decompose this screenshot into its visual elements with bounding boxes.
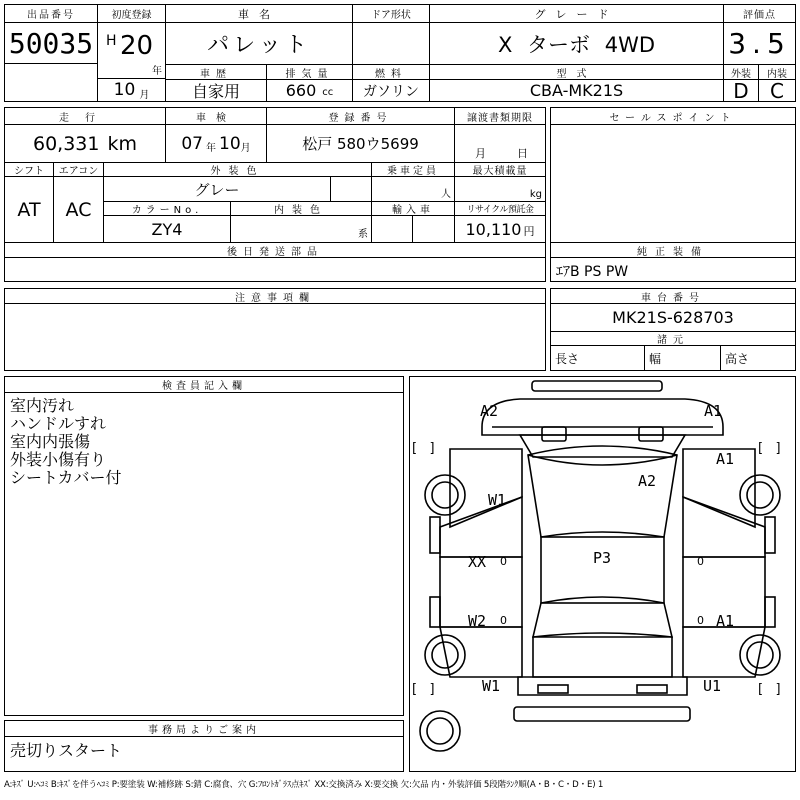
capacity-cell — [372, 177, 455, 202]
bracket-left-top: [ ] — [412, 441, 435, 456]
height-label: 高さ — [725, 351, 750, 366]
damage-label: P3 — [593, 549, 612, 567]
fuel: ガソリン — [353, 80, 430, 101]
damage-label: U1 — [703, 677, 722, 695]
inspector-label: 検査員記入欄 — [5, 377, 403, 393]
mileage-label: 走行 — [5, 108, 166, 125]
office-note: 売切りスタート — [10, 741, 123, 760]
first-reg-month-cell — [98, 79, 166, 101]
vehicle-info-block — [4, 107, 546, 243]
sales-point-label: セールスポイント — [551, 108, 795, 125]
exterior-grade: D — [724, 80, 759, 101]
interior-label: 内装 — [759, 65, 795, 80]
interior-grade: C — [770, 80, 784, 101]
equipment: ｴｱB PS PW — [556, 264, 629, 280]
mileage-unit: km — [107, 132, 137, 155]
height-cell — [721, 346, 795, 370]
insp-month-unit: 月 — [240, 143, 251, 154]
shift-label: シフト — [5, 163, 54, 177]
first-reg-label: 初度登録 — [98, 5, 166, 23]
dims-label: 諸元 — [551, 332, 795, 346]
reg-year-unit: 年 — [152, 66, 162, 77]
zero-mark: 0 — [697, 614, 704, 627]
note-line: ハンドルすれ — [10, 414, 107, 433]
fuel-label: 燃料 — [353, 65, 430, 80]
door-label: ドア形状 — [353, 5, 430, 23]
plate-label: 登録番号 — [267, 108, 455, 125]
reg-month-unit: 月 — [139, 89, 150, 101]
equipment-block — [550, 242, 796, 282]
zero-mark: 0 — [500, 555, 507, 568]
note-line: 室内汚れ — [10, 396, 75, 415]
score-label: 評価点 — [724, 5, 795, 23]
model: CBA-MK21S — [430, 80, 724, 101]
displacement: 660 — [285, 81, 317, 100]
mileage-cell — [5, 125, 166, 163]
history-label: 車歴 — [166, 65, 267, 80]
inspector-notes — [10, 397, 122, 487]
recycle-label: リサイクル預託金 — [455, 202, 545, 216]
inspection-label: 車検 — [166, 108, 267, 125]
insp-year: 07 — [181, 133, 203, 154]
note-line: シートカバー付 — [10, 468, 122, 487]
shift: AT — [5, 177, 54, 242]
grade-label: グレード — [430, 5, 724, 23]
score: 3.5 — [724, 23, 795, 65]
damage-label: A1 — [704, 402, 723, 420]
legend-text: A:ｷｽﾞ U:ﾍｺﾐ B:ｷｽﾞを伴うﾍｺﾐ P:要塗装 W:補修跡 S:錆 C:腐食、穴 G:ﾌﾛﾝﾄｶﾞﾗｽ点ｷｽﾞ XX:交換済み X:要交換 欠:欠品 内・外装評価 5段階ﾗﾝｸ順(A・B・C・D・E) 1 — [4, 780, 604, 790]
first-reg-year-cell — [98, 23, 166, 79]
damage-label: XX — [468, 553, 487, 571]
later-parts-block — [4, 242, 546, 282]
grade: X ターボ 4WD — [430, 23, 724, 65]
reg-month: 10 — [113, 80, 136, 100]
zero-mark: 0 — [697, 555, 704, 568]
office-label: 事務局よりご案内 — [5, 721, 403, 737]
displacement-unit: cc — [322, 87, 334, 98]
car-outline — [410, 377, 795, 771]
chassis-block — [550, 288, 796, 371]
lot-no-spacer — [5, 63, 98, 101]
transfer-day-unit: 日 — [517, 147, 528, 160]
ac: AC — [54, 177, 104, 242]
insp-year-unit: 年 — [206, 143, 216, 154]
door-value — [353, 23, 430, 65]
damage-label: A1 — [716, 612, 735, 630]
color-no: ZY4 — [104, 216, 231, 242]
damage-label: A2 — [638, 472, 657, 490]
ext-color: グレー — [104, 177, 331, 202]
caution-label: 注意事項欄 — [5, 289, 545, 304]
chassis-no: MK21S-628703 — [551, 304, 795, 332]
inspector-block — [4, 376, 404, 716]
recycle-unit: 円 — [523, 225, 535, 238]
import-a — [372, 216, 413, 242]
ext-color-label: 外装色 — [104, 163, 372, 177]
model-label: 型式 — [430, 65, 724, 80]
insp-month: 10 — [219, 133, 241, 154]
max-load-cell — [455, 177, 545, 202]
mileage: 60,331 — [33, 132, 100, 155]
note-line: 外装小傷有り — [10, 450, 107, 469]
zero-mark: 0 — [500, 614, 507, 627]
transfer-cell — [455, 125, 545, 163]
chassis-label: 車台番号 — [551, 289, 795, 304]
ac-label: エアコン — [54, 163, 104, 177]
import-label: 輸入車 — [372, 202, 455, 216]
exterior-label: 外装 — [724, 65, 759, 80]
office-block — [4, 720, 404, 772]
damage-label: W1 — [488, 491, 507, 509]
car-diagram — [409, 376, 796, 772]
width-cell — [645, 346, 721, 370]
bracket-right-top: [ ] — [758, 441, 781, 456]
caution-block — [4, 288, 546, 371]
capacity-unit: 人 — [441, 189, 451, 200]
int-color-unit: 系 — [358, 229, 368, 240]
damage-label: A1 — [716, 450, 735, 468]
capacity-label: 乗車定員 — [372, 163, 455, 177]
sales-point-block — [550, 107, 796, 243]
max-load-unit: kg — [529, 189, 542, 200]
color-no-label: カラーNo. — [104, 202, 231, 216]
history: 自家用 — [166, 80, 267, 101]
length-label: 長さ — [555, 351, 580, 366]
reg-year: 20 — [120, 31, 154, 61]
displacement-cell — [267, 80, 353, 101]
max-load-label: 最大積載量 — [455, 163, 545, 177]
lot-no-label: 出品番号 — [5, 5, 98, 23]
displacement-label: 排気量 — [267, 65, 353, 80]
car-name: パレット — [166, 23, 353, 65]
era: H — [106, 33, 117, 49]
damage-label: A2 — [480, 402, 499, 420]
width-label: 幅 — [649, 351, 662, 366]
damage-label: W2 — [468, 612, 487, 630]
lot-no: 50035 — [5, 23, 98, 63]
note-line: 室内内張傷 — [10, 432, 91, 451]
equipment-label: 純正装備 — [551, 243, 795, 258]
length-cell — [551, 346, 645, 370]
int-color-label: 内装色 — [231, 202, 372, 216]
damage-label: W1 — [482, 677, 501, 695]
plate: 松戸 580ウ5699 — [267, 125, 455, 163]
later-parts-label: 後日発送部品 — [5, 243, 545, 258]
ext-color-spacer — [331, 177, 372, 202]
header-block — [4, 4, 796, 102]
import-b — [413, 216, 455, 242]
int-color-cell — [231, 216, 372, 242]
bracket-right-bottom: [ ] — [758, 682, 781, 697]
recycle: 10,110 — [465, 219, 522, 239]
transfer-month-unit: 月 — [475, 147, 486, 160]
bracket-left-bottom: [ ] — [412, 682, 435, 697]
car-name-label: 車名 — [166, 5, 353, 23]
recycle-cell — [455, 216, 545, 242]
inspection-cell — [166, 125, 267, 163]
transfer-label: 譲渡書類期限 — [455, 108, 545, 125]
